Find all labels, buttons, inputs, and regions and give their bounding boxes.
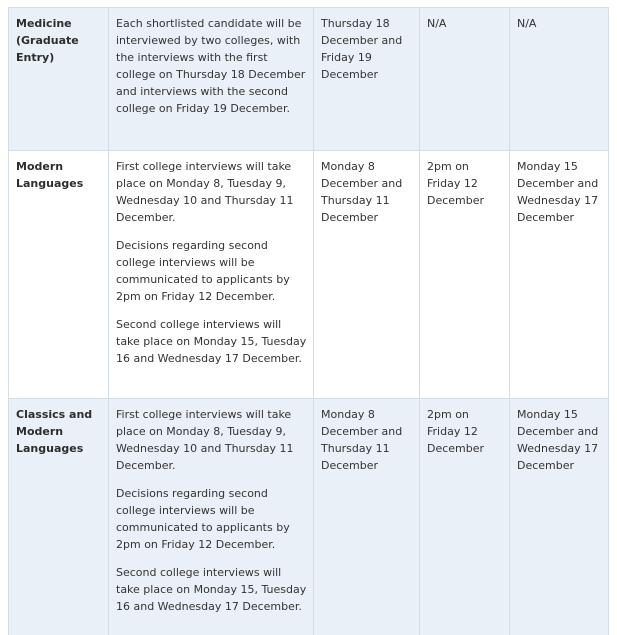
second-interviews-cell: Monday 15 December and Wednesday 17 December xyxy=(510,151,609,399)
subject-cell: Classics and Modern Languages xyxy=(9,399,109,635)
details-cell xyxy=(109,399,314,635)
decision-date-cell: N/A xyxy=(420,8,510,151)
first-interviews-cell: Thursday 18 December and Friday 19 December xyxy=(314,8,420,151)
first-interviews-cell: Monday 8 December and Thursday 11 December xyxy=(314,151,420,399)
details-paragraph: First college interviews will take place on Monday 8, Tuesday 9, Wednesday 10 and Thursday 11 December. xyxy=(116,408,294,472)
subject-cell: Medicine (Graduate Entry) xyxy=(9,8,109,151)
decision-date-cell: 2pm on Friday 12 December xyxy=(420,399,510,635)
decision-date-cell: 2pm on Friday 12 December xyxy=(420,151,510,399)
details-paragraph: Second college interviews will take place on Monday 15, Tuesday 16 and Wednesday 17 December. xyxy=(116,318,307,365)
details-cell xyxy=(109,151,314,399)
second-interviews-cell: N/A xyxy=(510,8,609,151)
subject-cell: Modern Languages xyxy=(9,151,109,399)
details-paragraph: Second college interviews will take place on Monday 15, Tuesday 16 and Wednesday 17 December. xyxy=(116,566,307,613)
details-paragraph: Each shortlisted candidate will be interviewed by two colleges, with the interviews with the first college on Thursday 18 December and interviews with the second college on Friday 19 December. xyxy=(116,17,306,115)
table-row-medicine xyxy=(9,8,609,151)
interview-schedule-table xyxy=(8,7,609,635)
table-row-classics-modern-languages xyxy=(9,399,609,635)
second-interviews-cell: Monday 15 December and Wednesday 17 December xyxy=(510,399,609,635)
table-row-modern-languages xyxy=(9,151,609,399)
details-paragraph: Decisions regarding second college interviews will be communicated to applicants by 2pm on Friday 12 December. xyxy=(116,487,290,551)
first-interviews-cell: Monday 8 December and Thursday 11 December xyxy=(314,399,420,635)
details-paragraph: Decisions regarding second college interviews will be communicated to applicants by 2pm on Friday 12 December. xyxy=(116,239,290,303)
details-cell xyxy=(109,8,314,151)
details-paragraph: First college interviews will take place on Monday 8, Tuesday 9, Wednesday 10 and Thursday 11 December. xyxy=(116,160,294,224)
